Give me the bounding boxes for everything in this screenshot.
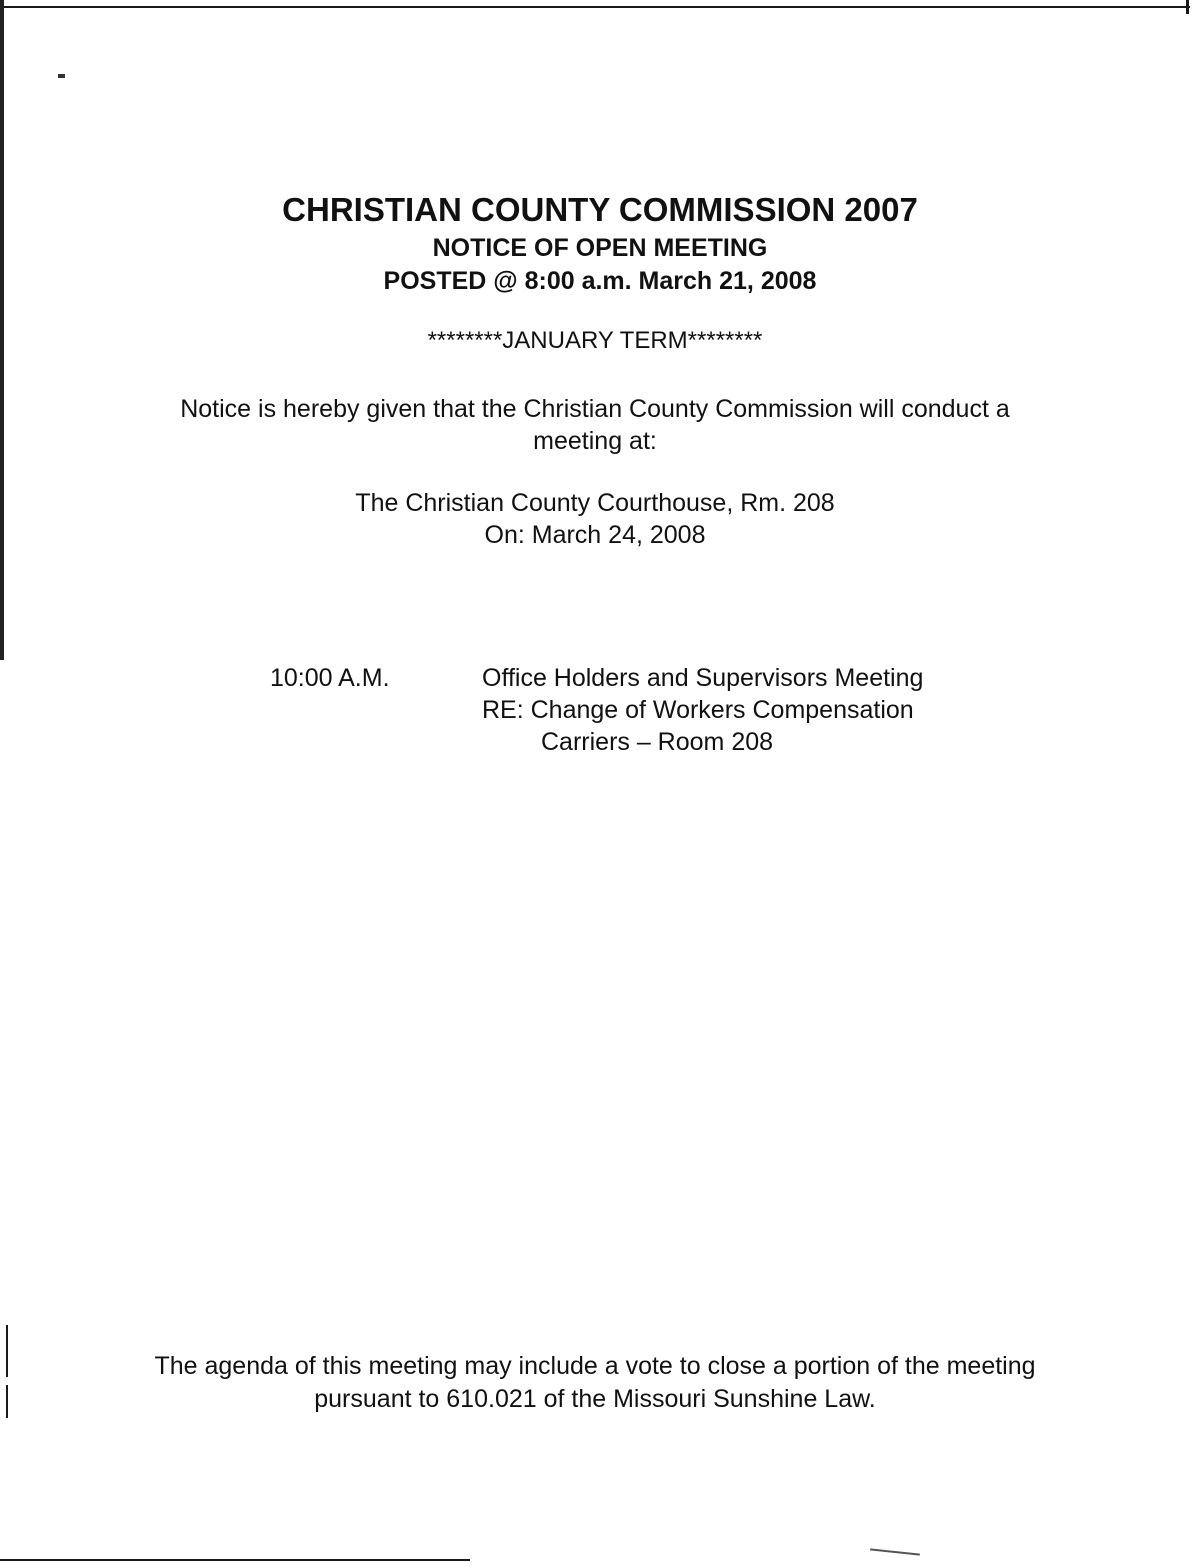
scan-speck bbox=[58, 74, 65, 78]
sunshine-law-footer bbox=[0, 1350, 1190, 1416]
agenda-re: RE: Change of Workers Compensation bbox=[482, 696, 914, 724]
notice-line: meeting at: bbox=[533, 427, 657, 455]
meeting-location bbox=[0, 487, 1190, 551]
location-place: The Christian County Courthouse, Rm. 208 bbox=[355, 489, 835, 517]
agenda-time: 10:00 A.M. bbox=[270, 664, 390, 692]
document-header bbox=[0, 188, 1200, 298]
agenda-re-continued: Carriers – Room 208 bbox=[541, 728, 774, 756]
document-subtitle: NOTICE OF OPEN MEETING bbox=[432, 234, 768, 262]
term-heading: ********JANUARY TERM******** bbox=[427, 327, 763, 354]
footer-line: The agenda of this meeting may include a vote to close a portion of the meeting bbox=[154, 1352, 1036, 1380]
footer-line: pursuant to 610.021 of the Missouri Sunshine Law. bbox=[314, 1385, 876, 1413]
scan-bottom-border bbox=[0, 1559, 470, 1561]
posted-line: POSTED @ 8:00 a.m. March 21, 2008 bbox=[383, 267, 817, 295]
scan-top-border bbox=[0, 6, 1190, 8]
agenda-title: Office Holders and Supervisors Meeting bbox=[482, 664, 924, 692]
agenda-description bbox=[482, 662, 1022, 758]
location-date: On: March 24, 2008 bbox=[484, 521, 706, 549]
notice-paragraph bbox=[0, 393, 1190, 457]
scan-right-corner bbox=[1186, 0, 1189, 14]
notice-line: Notice is hereby given that the Christian County Commission will conduct a bbox=[180, 395, 1010, 423]
document-title: CHRISTIAN COUNTY COMMISSION 2007 bbox=[282, 191, 918, 228]
scan-bottom-mark bbox=[870, 1548, 920, 1555]
